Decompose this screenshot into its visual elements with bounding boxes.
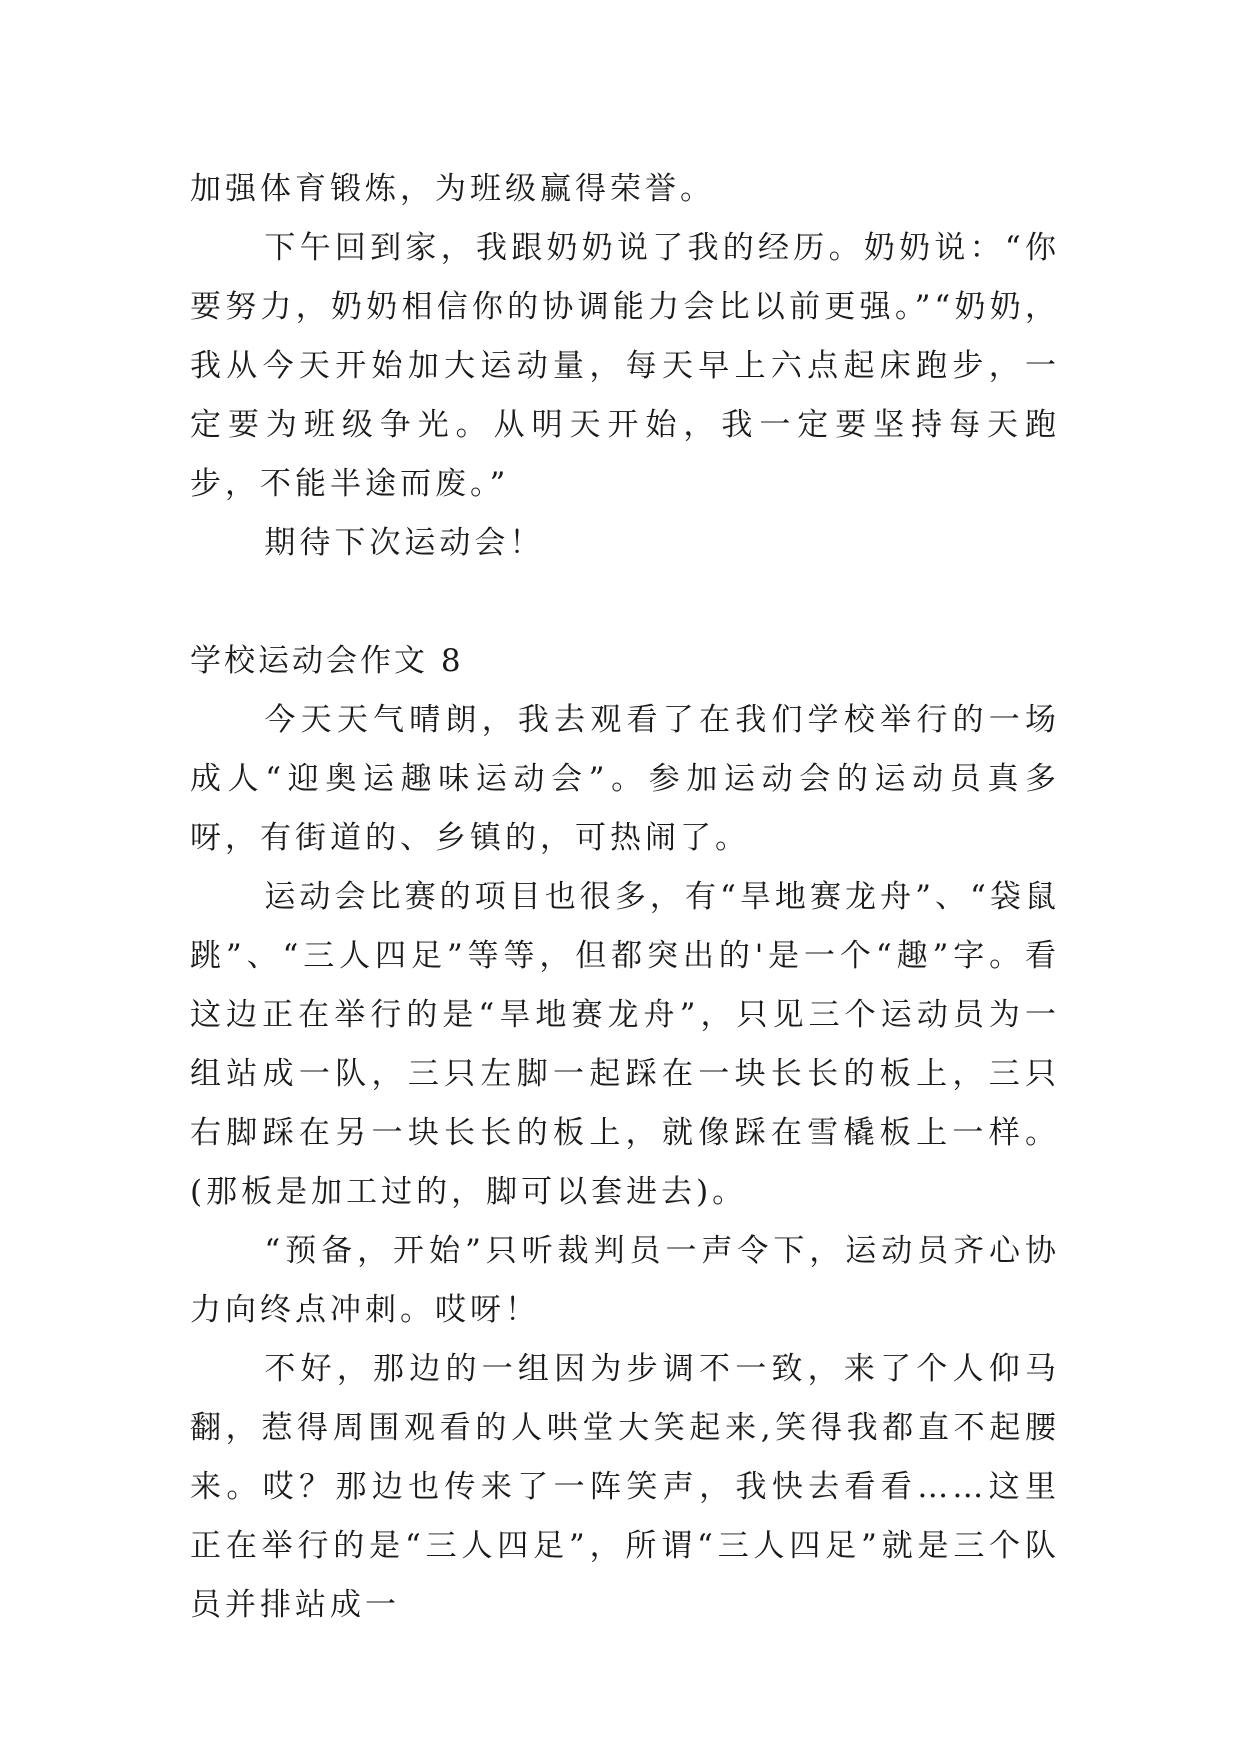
paragraph: 加强体育锻炼，为班级赢得荣誉。 (190, 171, 715, 207)
paragraph: 今天天气晴朗，我去观看了在我们学校举行的一场成人“迎奥运趣味运动会”。参加运动会的运动员真多呀，有街道的、乡镇的，可热闹了。 (190, 702, 1060, 856)
paragraph: 下午回到家，我跟奶奶说了我的经历。奶奶说：“你要努力，奶奶相信你的协调能力会比以前更强。”“奶奶，我从今天开始加大运动量，每天早上六点起床跑步，一定要为班级争光。从明天开始，我一定要坚持每天跑步，不能半途而废。” (190, 230, 1060, 502)
paragraph: 不好，那边的一组因为步调不一致，来了个人仰马翻，惹得周围观看的人哄堂大笑起来,笑得我都直不起腰来。哎？那边也传来了一阵笑声，我快去看看……这里正在举行的是“三人四足”，所谓“三人四足”就是三个队员并排站成一 (190, 1351, 1060, 1623)
document-body (190, 160, 1060, 1635)
paragraph: “预备，开始”只听裁判员一声令下，运动员齐心协力向终点冲刺。哎呀！ (190, 1233, 1060, 1328)
section-title: 学校运动会作文 8 (190, 643, 464, 679)
paragraph: 期待下次运动会！ (264, 525, 545, 561)
paragraph: 运动会比赛的项目也很多，有“旱地赛龙舟”、“袋鼠跳”、“三人四足”等等，但都突出的'是一个“趣”字。看这边正在举行的是“旱地赛龙舟”，只见三个运动员为一组站成一队，三只左脚一起踩在一块长长的板上，三只右脚踩在另一块长长的板上，就像踩在雪橇板上一样。(那板是加工过的，脚可以套进去)。 (190, 879, 1060, 1210)
